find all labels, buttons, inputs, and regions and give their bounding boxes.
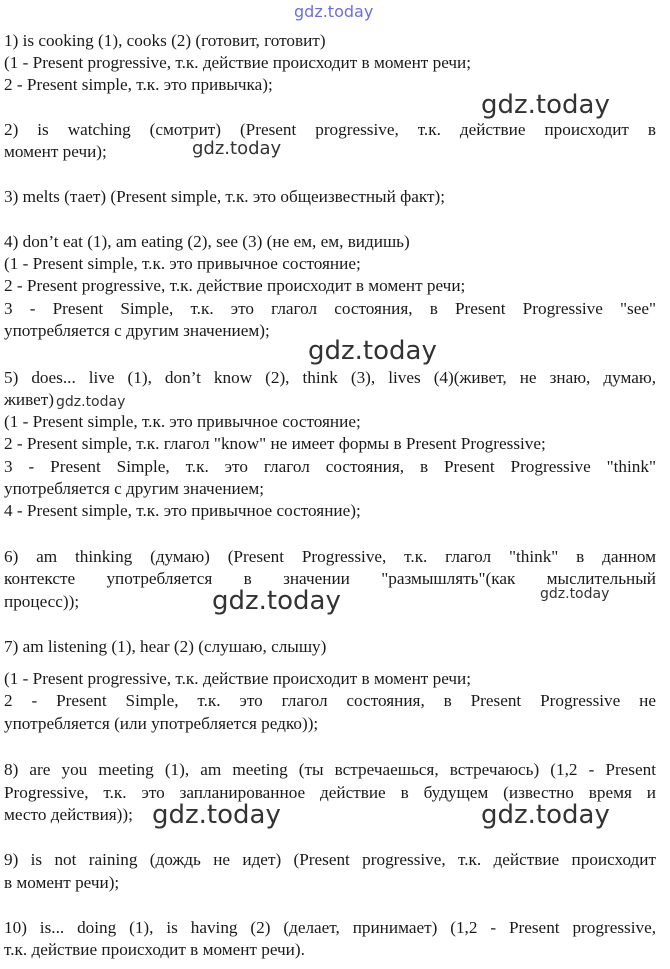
text-line: употребляется с другим значением); xyxy=(4,321,270,340)
watermark: gdz.today xyxy=(540,586,610,602)
text-line: в момент речи); xyxy=(4,873,120,892)
text-line: 1) is cooking (1), cooks (2) (готовит, готовит) xyxy=(4,31,326,50)
text-line: 4) don’t eat (1), am eating (2), see (3) (не ем, ем, видишь) xyxy=(4,232,410,251)
text-line: 3) melts (тает) (Present simple, т.к. это общеизвестный факт); xyxy=(4,187,445,206)
watermark: gdz.today xyxy=(481,90,610,120)
text-line: (1 - Present simple, т.к. это привычное состояние; xyxy=(4,412,361,431)
text-line: процесс)); xyxy=(4,592,80,611)
text-line: момент речи); xyxy=(4,142,107,161)
text-line: Progressive, т.к. это запланированное действие в будущем (известно время и xyxy=(4,783,656,802)
text-line: 9) is not raining (дождь не идет) (Present progressive, т.к. действие происходит xyxy=(4,850,656,869)
text-line: 2 - Present simple, т.к. это привычка); xyxy=(4,75,273,94)
text-line: место действия)); xyxy=(4,805,133,824)
text-line: употребляется с другим значением; xyxy=(4,479,265,498)
watermark: gdz.today xyxy=(481,800,610,830)
text-line: 4 - Present simple, т.к. это привычное состояние); xyxy=(4,501,361,520)
text-line: 2 - Present simple, т.к. глагол "know" не имеет формы в Present Progressive; xyxy=(4,434,546,453)
text-line: (1 - Present progressive, т.к. действие происходит в момент речи; xyxy=(4,669,472,688)
watermark: gdz.today xyxy=(192,138,282,159)
watermark: gdz.today xyxy=(56,394,126,410)
text-line: употребляется (или употребляется редко)); xyxy=(4,714,319,733)
text-line: т.к. действие происходит в момент речи). xyxy=(4,940,305,959)
text-line: 10) is... doing (1), is having (2) (делает, принимает) (1,2 - Present progressive, xyxy=(4,918,656,937)
text-line: 2) is watching (смотрит) (Present progressive, т.к. действие происходит в xyxy=(4,120,656,139)
text-line: 6) am thinking (думаю) (Present Progressive, т.к. глагол "think" в данном xyxy=(4,547,656,566)
text-line: 2 - Present progressive, т.к. действие происходит в момент речи; xyxy=(4,276,466,295)
text-line: живет) xyxy=(4,390,54,409)
text-line: 2 - Present Simple, т.к. это глагол состояния, в Present Progressive не xyxy=(4,691,656,710)
text-line: 3 - Present Simple, т.к. это глагол состояния, в Present Progressive "see" xyxy=(4,299,656,318)
text-line: 5) does... live (1), don’t know (2), think (3), lives (4)(живет, не знаю, думаю, xyxy=(4,368,656,387)
text-line: 8) are you meeting (1), am meeting (ты встречаешься, встречаюсь) (1,2 - Present xyxy=(4,760,656,779)
text-line: 3 - Present Simple, т.к. это глагол состояния, в Present Progressive "think" xyxy=(4,457,656,476)
text-line: 7) am listening (1), hear (2) (слушаю, слышу) xyxy=(4,637,327,656)
text-line: (1 - Present progressive, т.к. действие происходит в момент речи; xyxy=(4,53,472,72)
text-line: (1 - Present simple, т.к. это привычное состояние; xyxy=(4,254,361,273)
watermark: gdz.today xyxy=(308,336,437,366)
watermark-top: gdz.today xyxy=(294,2,374,21)
watermark: gdz.today xyxy=(152,800,281,830)
watermark: gdz.today xyxy=(212,586,341,616)
text-line: контексте употребляется в значении "размышлять"(как мыслительный xyxy=(4,569,656,588)
